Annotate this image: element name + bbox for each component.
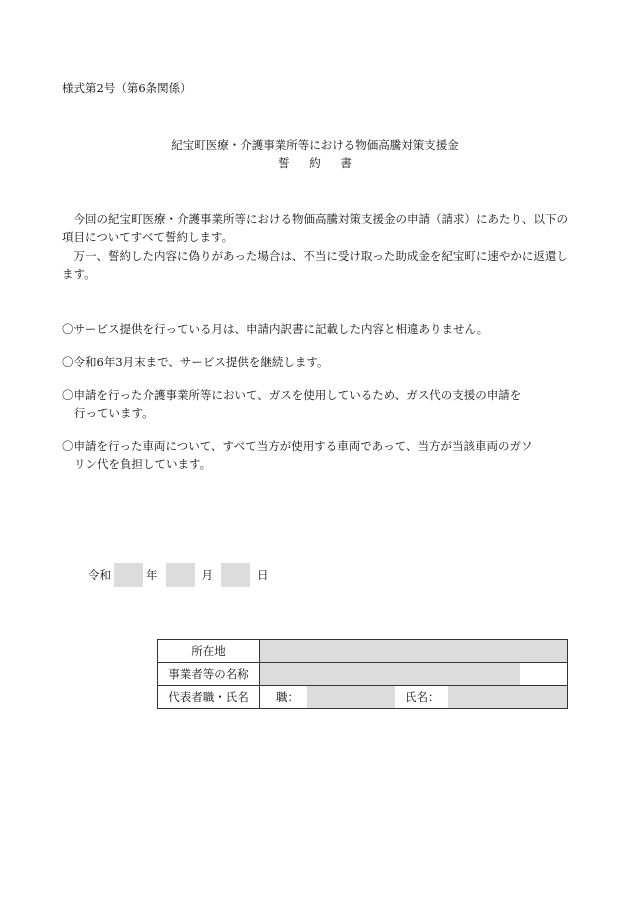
pledge-item-3 bbox=[62, 386, 562, 422]
pledge-item-1 bbox=[62, 320, 562, 338]
pledge-item-4-text-cont: リン代を負担しています。 bbox=[74, 457, 212, 471]
business-name-cell bbox=[260, 663, 568, 686]
pledge-item-2 bbox=[62, 353, 562, 371]
representative-label: 代表者職・氏名 bbox=[158, 686, 260, 709]
pledge-item-1-text: 〇サービス提供を行っている月は、申請内訳書に記載した内容と相違ありません。 bbox=[62, 322, 489, 336]
address-row bbox=[158, 640, 568, 663]
business-name-row bbox=[158, 663, 568, 686]
position-input[interactable] bbox=[307, 686, 395, 708]
applicant-table bbox=[157, 639, 568, 709]
pledge-item-3-text-cont: 行っています。 bbox=[74, 406, 154, 420]
document-subtitle: 誓 約 書 bbox=[278, 156, 360, 170]
date-month-label: 月 bbox=[201, 568, 213, 582]
date-day-input[interactable] bbox=[221, 563, 250, 587]
date-row bbox=[88, 563, 269, 587]
representative-cell bbox=[260, 686, 568, 709]
position-label: 職： bbox=[276, 690, 299, 704]
pledge-item-3-text: 〇申請を行った介護事業所等において、ガスを使用しているため、ガス代の支援の申請を bbox=[62, 388, 522, 402]
document-title: 紀宝町医療・介護事業所等における物価高騰対策支援金 bbox=[171, 138, 459, 152]
form-number: 様式第2号（第6条関係） bbox=[62, 81, 192, 95]
pledge-item-4 bbox=[62, 437, 562, 473]
address-input[interactable] bbox=[260, 640, 568, 663]
pledge-item-4-text: 〇申請を行った車両について、すべて当方が使用する車両であって、当方が当該車両のガソ bbox=[62, 439, 533, 453]
intro-paragraph-1: 今回の紀宝町医療・介護事業所等における物価高騰対策支援金の申請（請求）にあたり、以下の項目についてすべて誓約します。 bbox=[62, 212, 568, 244]
date-year-input[interactable] bbox=[114, 563, 143, 587]
date-day-label: 日 bbox=[257, 568, 269, 582]
date-era: 令和 bbox=[88, 568, 111, 582]
business-name-label: 事業者等の名称 bbox=[158, 663, 260, 686]
intro-paragraph-2: 万一、誓約した内容に偽りがあった場合は、不当に受け取った助成金を紀宝町に速やかに返還します。 bbox=[62, 249, 568, 281]
name-input[interactable] bbox=[448, 686, 568, 708]
pledge-item-2-text: 〇令和6年3月末まで、サービス提供を継続します。 bbox=[62, 355, 329, 369]
date-year-label: 年 bbox=[146, 568, 158, 582]
address-label: 所在地 bbox=[158, 640, 260, 663]
representative-row bbox=[158, 686, 568, 709]
name-label: 氏名： bbox=[405, 690, 440, 704]
date-month-input[interactable] bbox=[166, 563, 195, 587]
business-name-input[interactable] bbox=[260, 663, 520, 685]
